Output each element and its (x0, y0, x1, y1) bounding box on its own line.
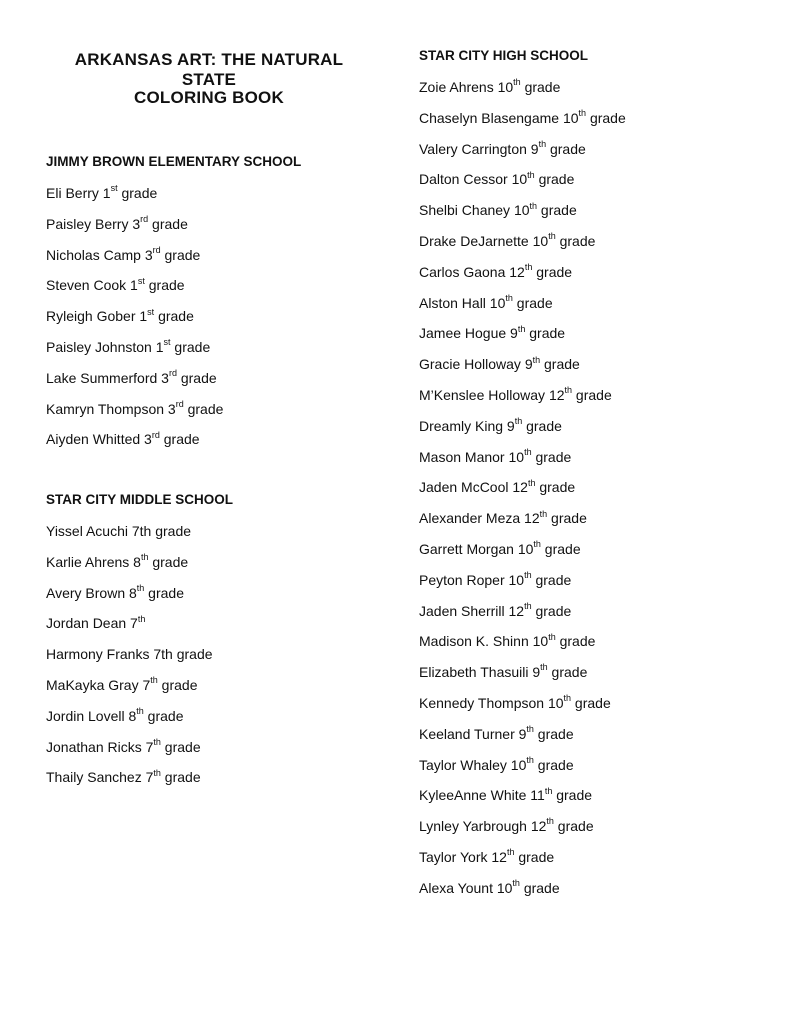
grade-label: grade (160, 769, 201, 786)
student-entry (419, 78, 626, 109)
student-entry (46, 246, 223, 277)
student-name: Lynley Yarbrough 12 (419, 818, 547, 835)
student-name: Alston Hall 10 (419, 294, 506, 311)
student-name: Aiyden Whitted 3 (46, 431, 152, 448)
student-name: Kamryn Thompson 3 (46, 400, 176, 417)
student-entry (419, 263, 626, 294)
student-name: Jonathan Ricks 7 (46, 738, 154, 755)
grade-label: grade (572, 386, 612, 403)
grade-ordinal-suffix: th (578, 108, 587, 119)
school-heading-high: STAR CITY HIGH SCHOOL (419, 48, 589, 63)
grade-ordinal-suffix: th (137, 613, 146, 624)
grade-label: grade (525, 325, 566, 342)
grade-label: grade (159, 431, 200, 448)
grade-ordinal-suffix: rd (152, 244, 161, 255)
student-entry (46, 400, 223, 431)
student-name: Karlie Ahrens 8 (46, 553, 141, 570)
grade-ordinal-suffix: th (524, 262, 533, 273)
student-name: MaKayka Gray 7 (46, 676, 151, 693)
student-list-elementary (46, 184, 223, 461)
grade-ordinal-suffix: rd (168, 368, 177, 379)
student-name: Carlos Gaona 12 (419, 263, 525, 280)
grade-label: grade (148, 215, 188, 232)
student-entry (419, 602, 626, 633)
student-name: Mason Manor 10 (419, 448, 525, 465)
student-name: Jaden Sherrill 12 (419, 602, 525, 619)
student-entry (419, 232, 626, 263)
grade-label: grade (117, 185, 158, 201)
student-entry (46, 338, 223, 369)
grade-label: grade (540, 356, 580, 373)
student-name: Steven Cook 1 (46, 277, 138, 294)
grade-ordinal-suffix: th (136, 582, 145, 593)
grade-label: grade (522, 417, 562, 434)
student-entry (46, 369, 223, 400)
student-entry (46, 738, 213, 769)
grade-label: grade (148, 553, 189, 570)
student-entry (419, 694, 626, 725)
student-name: Drake DeJarnette 10 (419, 232, 549, 249)
student-entry (419, 355, 626, 386)
grade-label: grade (547, 664, 588, 681)
grade-label: grade (586, 109, 626, 126)
student-entry (419, 879, 626, 910)
grade-ordinal-suffix: rd (151, 429, 160, 440)
grade-ordinal-suffix: th (136, 706, 144, 717)
student-name: Zoie Ahrens 10 (419, 79, 514, 95)
student-entry (419, 140, 626, 171)
document-subtitle: COLORING BOOK (134, 88, 284, 107)
student-entry (419, 663, 626, 694)
student-entry (46, 522, 213, 553)
student-name: Avery Brown 8 (46, 584, 137, 601)
grade-ordinal-suffix: th (544, 785, 553, 796)
grade-ordinal-suffix: rd (140, 214, 149, 225)
grade-label: grade (154, 308, 194, 325)
grade-label: grade (160, 738, 201, 755)
grade-label: grade (546, 140, 586, 157)
grade-ordinal-suffix: th (153, 767, 161, 778)
grade-label: grade (552, 787, 593, 804)
school-heading-elementary: JIMMY BROWN ELEMENTARY SCHOOL (46, 154, 302, 169)
student-entry (46, 276, 223, 307)
grade-ordinal-suffix: th (548, 231, 556, 242)
grade-ordinal-suffix: th (514, 416, 523, 427)
student-name: Alexa Yount 10 (419, 879, 513, 896)
student-entry (46, 614, 213, 645)
student-entry (419, 294, 626, 325)
grade-label: grade (533, 725, 574, 742)
grade-ordinal-suffix: th (527, 477, 536, 488)
student-name: Paisley Berry 3 (46, 215, 141, 232)
student-name: Lake Summerford 3 (46, 369, 169, 386)
student-name: Valery Carrington 9 (419, 140, 539, 157)
student-entry (46, 768, 213, 799)
grade-ordinal-suffix: th (529, 200, 538, 211)
grade-ordinal-suffix: th (533, 539, 541, 550)
student-name: Taylor Whaley 10 (419, 756, 527, 773)
grade-ordinal-suffix: th (546, 816, 554, 827)
student-entry (419, 478, 626, 509)
grade-ordinal-suffix: st (163, 337, 171, 348)
grade-ordinal-suffix: th (513, 77, 521, 88)
student-entry (46, 184, 223, 215)
student-name: Taylor York 12 (419, 848, 507, 865)
student-name: Garrett Morgan 10 (419, 540, 534, 557)
student-name: Jordan Dean 7 (46, 615, 138, 632)
student-entry (46, 676, 213, 707)
grade-label: grade (534, 171, 575, 188)
grade-ordinal-suffix: th (563, 693, 572, 704)
document-title: ARKANSAS ART: THE NATURAL STATE (74, 50, 344, 89)
grade-ordinal-suffix: th (564, 385, 573, 396)
grade-label: grade (540, 540, 581, 557)
grade-label: grade (176, 369, 217, 386)
grade-ordinal-suffix: th (526, 724, 534, 735)
student-entry (419, 756, 626, 787)
student-name: Harmony Franks 7th grade (46, 646, 213, 663)
grade-label: grade (531, 448, 572, 465)
student-name: Keeland Turner 9 (419, 725, 527, 742)
student-name: Paisley Johnston 1 (46, 338, 164, 355)
student-name: Madison K. Shinn 10 (419, 633, 549, 650)
student-entry (46, 553, 213, 584)
grade-ordinal-suffix: th (506, 847, 515, 858)
grade-ordinal-suffix: st (147, 306, 155, 317)
student-name: Elizabeth Thasuili 9 (419, 664, 541, 681)
student-entry (46, 215, 223, 246)
grade-ordinal-suffix: th (532, 354, 541, 365)
student-entry (419, 786, 626, 817)
grade-ordinal-suffix: th (140, 552, 149, 563)
grade-label: grade (512, 294, 553, 311)
student-name: Nicholas Camp 3 (46, 246, 153, 263)
student-name: Shelbi Chaney 10 (419, 202, 530, 219)
grade-label: grade (553, 818, 594, 835)
grade-label: grade (535, 479, 576, 496)
grade-ordinal-suffix: th (524, 570, 532, 581)
grade-ordinal-suffix: th (505, 292, 513, 303)
grade-ordinal-suffix: th (540, 662, 548, 673)
student-name: Gracie Holloway 9 (419, 356, 533, 373)
grade-ordinal-suffix: th (548, 631, 556, 642)
grade-label: grade (533, 756, 574, 773)
grade-label: grade (183, 400, 224, 417)
grade-ordinal-suffix: th (539, 508, 548, 519)
student-entry (419, 540, 626, 571)
grade-ordinal-suffix: th (153, 736, 161, 747)
student-name: Yissel Acuchi 7th grade (46, 523, 192, 539)
grade-label: grade (519, 879, 560, 896)
student-entry (46, 707, 213, 738)
grade-label: grade (571, 694, 611, 711)
grade-label: grade (555, 232, 596, 249)
grade-ordinal-suffix: th (538, 138, 547, 149)
grade-ordinal-suffix: st (137, 275, 145, 286)
student-list-high (419, 78, 626, 910)
school-heading-middle: STAR CITY MIDDLE SCHOOL (46, 492, 234, 507)
student-name: Jordin Lovell 8 (46, 707, 137, 724)
grade-ordinal-suffix: th (517, 323, 526, 334)
student-entry (419, 632, 626, 663)
grade-label: grade (547, 510, 587, 527)
student-entry (46, 584, 213, 615)
grade-label: grade (160, 246, 201, 263)
grade-label: grade (537, 202, 577, 219)
student-entry (46, 645, 213, 676)
student-name: Kennedy Thompson 10 (419, 694, 564, 711)
student-entry (419, 109, 626, 140)
student-name: Dalton Cessor 10 (419, 171, 528, 188)
grade-label: grade (531, 571, 572, 588)
grade-ordinal-suffix: th (512, 878, 520, 889)
student-name: Jaden McCool 12 (419, 479, 528, 496)
grade-label: grade (144, 277, 185, 294)
student-entry (419, 848, 626, 879)
student-entry (419, 448, 626, 479)
student-entry (419, 170, 626, 201)
student-name: Dreamly King 9 (419, 417, 515, 434)
grade-ordinal-suffix: th (526, 754, 534, 765)
grade-ordinal-suffix: st (110, 183, 118, 194)
grade-label: grade (531, 602, 572, 619)
student-name: Ryleigh Gober 1 (46, 308, 148, 325)
grade-label: grade (514, 848, 555, 865)
grade-label: grade (157, 676, 198, 693)
grade-label: grade (532, 263, 573, 280)
grade-label: grade (555, 633, 596, 650)
grade-ordinal-suffix: th (524, 600, 532, 611)
grade-ordinal-suffix: rd (175, 398, 184, 409)
student-name: M’Kenslee Holloway 12 (419, 386, 565, 403)
student-entry (419, 324, 626, 355)
student-entry (419, 817, 626, 848)
student-name: Alexander Meza 12 (419, 510, 540, 527)
grade-label: grade (144, 584, 184, 601)
grade-ordinal-suffix: th (527, 169, 535, 180)
student-entry (419, 571, 626, 602)
grade-label: grade (520, 79, 561, 95)
student-name: Peyton Roper 10 (419, 571, 525, 588)
student-entry (419, 725, 626, 756)
grade-label: grade (170, 338, 211, 355)
student-name: Eli Berry 1 (46, 185, 111, 201)
student-entry (419, 201, 626, 232)
student-entry (46, 307, 223, 338)
grade-ordinal-suffix: th (524, 446, 532, 457)
student-name: KyleeAnne White 11 (419, 787, 545, 804)
student-entry (419, 509, 626, 540)
student-name: Jamee Hogue 9 (419, 325, 518, 342)
student-entry (419, 386, 626, 417)
student-name: Thaily Sanchez 7 (46, 769, 154, 786)
student-name: Chaselyn Blasengame 10 (419, 109, 579, 126)
student-list-middle (46, 522, 213, 799)
grade-label: grade (143, 707, 184, 724)
student-entry (419, 417, 626, 448)
grade-ordinal-suffix: th (150, 675, 158, 686)
student-entry (46, 430, 223, 461)
